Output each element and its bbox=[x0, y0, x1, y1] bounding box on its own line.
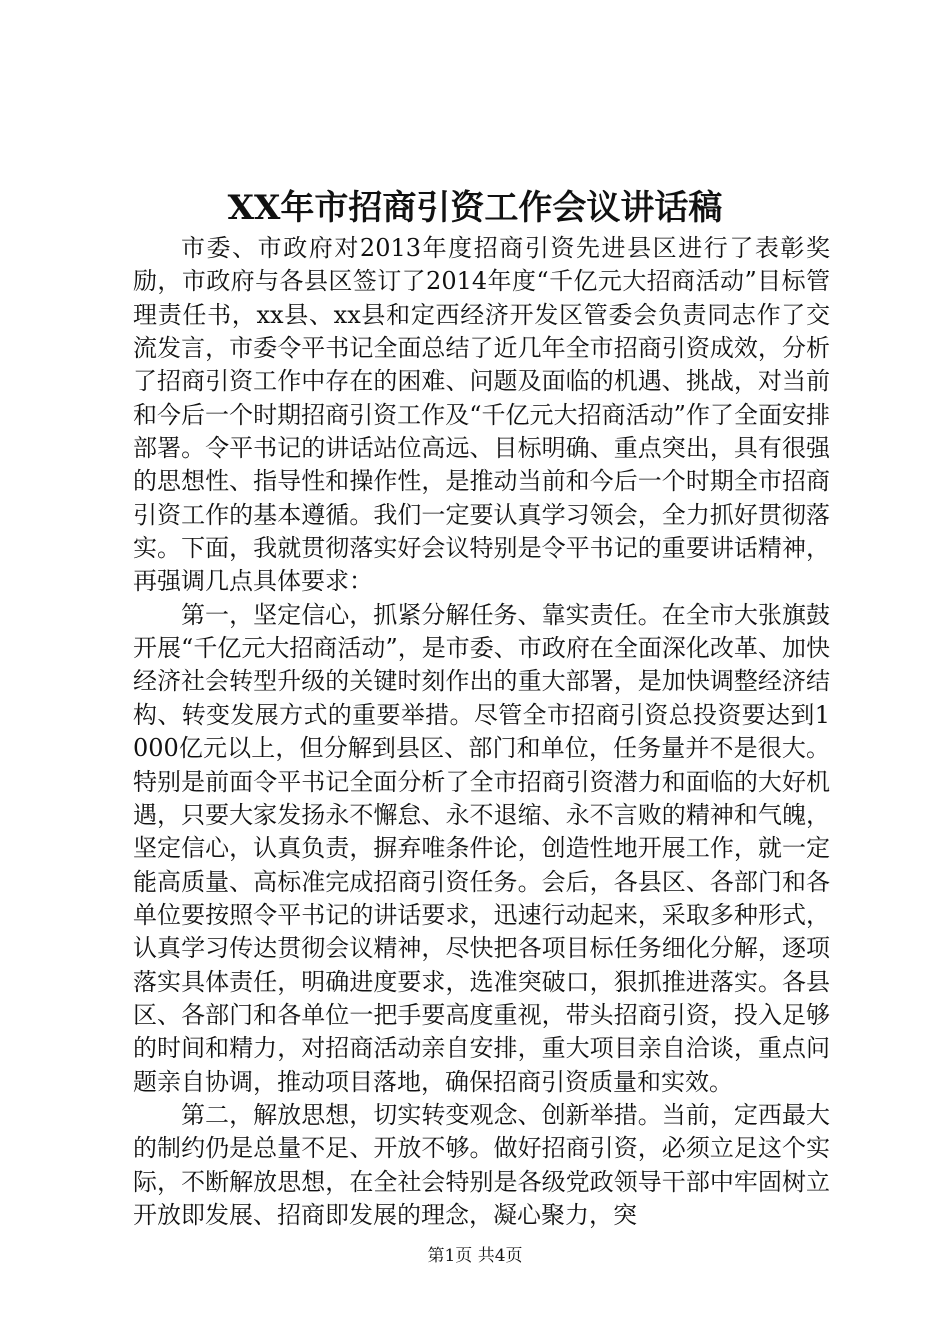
document-body bbox=[133, 232, 830, 1232]
paragraph-intro: 市委、市政府对2013年度招商引资先进县区进行了表彰奖励，市政府与各县区签订了2014年度“千亿元大招商活动”目标管理责任书，xx县、xx县和定西经济开发区管委会负责同志作了交流发言，市委令平书记全面总结了近几年全市招商引资成效，分析了招商引资工作中存在的困难、问题及面临的机遇、挑战，对当前和今后一个时期招商引资工作及“千亿元大招商活动”作了全面安排部署。令平书记的讲话站位高远、目标明确、重点突出，具有很强的思想性、指导性和操作性，是推动当前和今后一个时期全市招商引资工作的基本遵循。我们一定要认真学习领会，全力抓好贯彻落实。下面，我就贯彻落实好会议特别是令平书记的重要讲话精神，再强调几点具体要求： bbox=[133, 234, 830, 596]
document-title: XX年市招商引资工作会议讲话稿 bbox=[227, 188, 723, 228]
paragraph-first-point: 第一，坚定信心，抓紧分解任务、靠实责任。在全市大张旗鼓开展“千亿元大招商活动”，是市委、市政府在全面深化改革、加快经济社会转型升级的关键时刻作出的重大部署，是加快调整经济结构、转变发展方式的重要举措。尽管全市招商引资总投资要达到1000亿元以上，但分解到县区、部门和单位，任务量并不是很大。特别是前面令平书记全面分析了全市招商引资潜力和面临的大好机遇，只要大家发扬永不懈怠、永不退缩、永不言败的精神和气魄，坚定信心，认真负责，摒弃唯条件论，创造性地开展工作，就一定能高质量、高标准完成招商引资任务。会后，各县区、各部门和各单位要按照令平书记的讲话要求，迅速行动起来，采取多种形式，认真学习传达贯彻会议精神，尽快把各项目标任务细化分解，逐项落实具体责任，明确进度要求，选准突破口，狠抓推进落实。各县区、各部门和各单位一把手要高度重视，带头招商引资，投入足够的时间和精力，对招商活动亲自安排，重大项目亲自洽谈，重点问题亲自协调，推动项目落地，确保招商引资质量和实效。 bbox=[133, 600, 830, 1096]
page-number-footer: 第1页 共4页 bbox=[427, 1246, 523, 1266]
paragraph-second-point: 第二，解放思想，切实转变观念、创新举措。当前，定西最大的制约仍是总量不足、开放不够。做好招商引资，必须立足这个实际，不断解放思想，在全社会特别是各级党政领导干部中牢固树立开放即发展、招商即发展的理念，凝心聚力，突 bbox=[133, 1100, 830, 1229]
